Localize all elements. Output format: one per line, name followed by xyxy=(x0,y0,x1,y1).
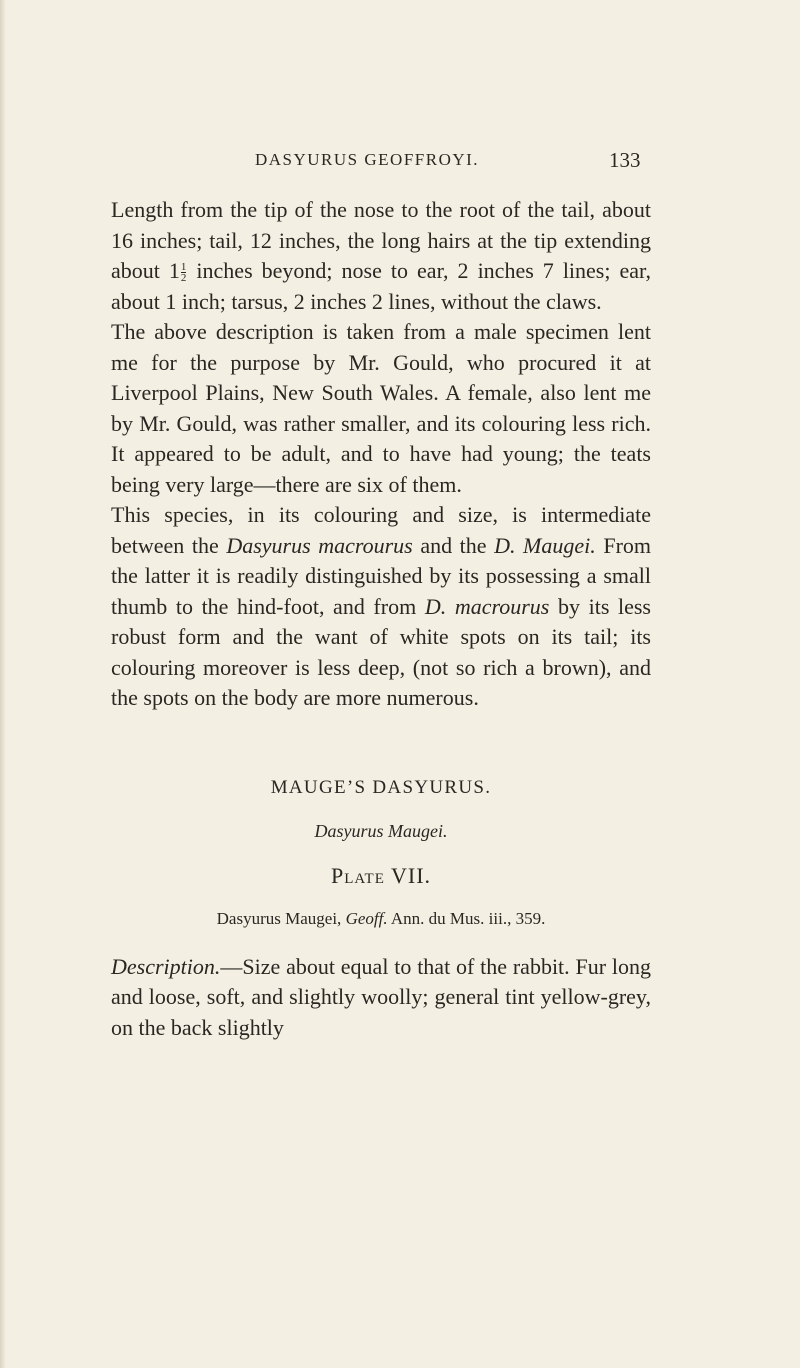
synonym-text: Dasyurus Maugei, xyxy=(216,908,346,928)
plate-heading xyxy=(111,858,651,894)
plate-number: VII. xyxy=(390,862,432,888)
page-number: 133 xyxy=(609,148,641,172)
description-text: —Size about equal to that of the rabbit. Fur long and loose, soft, and slightly woolly; general tint yellow-grey, on the back slightly xyxy=(111,953,651,1040)
species-name: D. Maugei. xyxy=(494,532,596,558)
synonym-citation xyxy=(111,902,651,936)
running-head-title: DASYURUS GEOFFROYI. xyxy=(255,150,480,169)
paragraph-comparison xyxy=(111,500,651,714)
synonym-author: Geoff. xyxy=(345,908,388,928)
paragraph-text: and the xyxy=(412,532,495,558)
fraction-denominator: 2 xyxy=(180,272,187,285)
description-label: Description. xyxy=(111,953,221,979)
body-text xyxy=(111,195,651,1043)
paragraph-description xyxy=(111,952,651,1044)
paragraph-text: Length from the tip of the nose to the root of the tail, about 16 inches; tail, 12 inches, the long hairs at the tip extending about 1 xyxy=(111,197,651,283)
fraction-one-half xyxy=(181,262,187,283)
paragraph-specimen: The above description is taken from a male specimen lent me for the purpose by Mr. Gould, who procured it at Liverpool Plains, New South Wales. A female, also lent me by Mr. Gould, was rather smaller, and its colouring less rich. It appeared to be adult, and to have had young; the teats being very large—there are six of them. xyxy=(111,319,651,497)
species-name: Dasyurus macrourus xyxy=(226,532,413,558)
fraction-numerator: 1 xyxy=(180,261,187,274)
paragraph-text: From the latter it is readily distinguished by its possessing a small thumb to the hind-foot, and from xyxy=(111,532,652,619)
plate-word: Plate xyxy=(330,862,385,888)
page-edge xyxy=(0,0,6,1368)
paragraph-text: by its less robust form and the want of white spots on its tail; its colouring moreover is less deep, (not so rich a brown), and the spots on the body are more numerous. xyxy=(111,593,651,710)
running-head xyxy=(0,148,800,172)
paragraph-measurements xyxy=(111,195,651,317)
synonym-text: Ann. du Mus. iii., 359. xyxy=(387,908,546,928)
paragraph-text: inches beyond; nose to ear, 2 inches 7 lines; ear, about 1 inch; tarsus, 2 inches 2 lines, without the claws. xyxy=(111,258,651,314)
section-title: MAUGE’S DASYURUS. xyxy=(270,776,492,798)
latin-name: Dasyurus Maugei. xyxy=(314,820,448,841)
paragraph-text: This species, in its colouring and size, is intermediate between the xyxy=(111,502,651,558)
species-name: D. macrourus xyxy=(424,593,550,619)
